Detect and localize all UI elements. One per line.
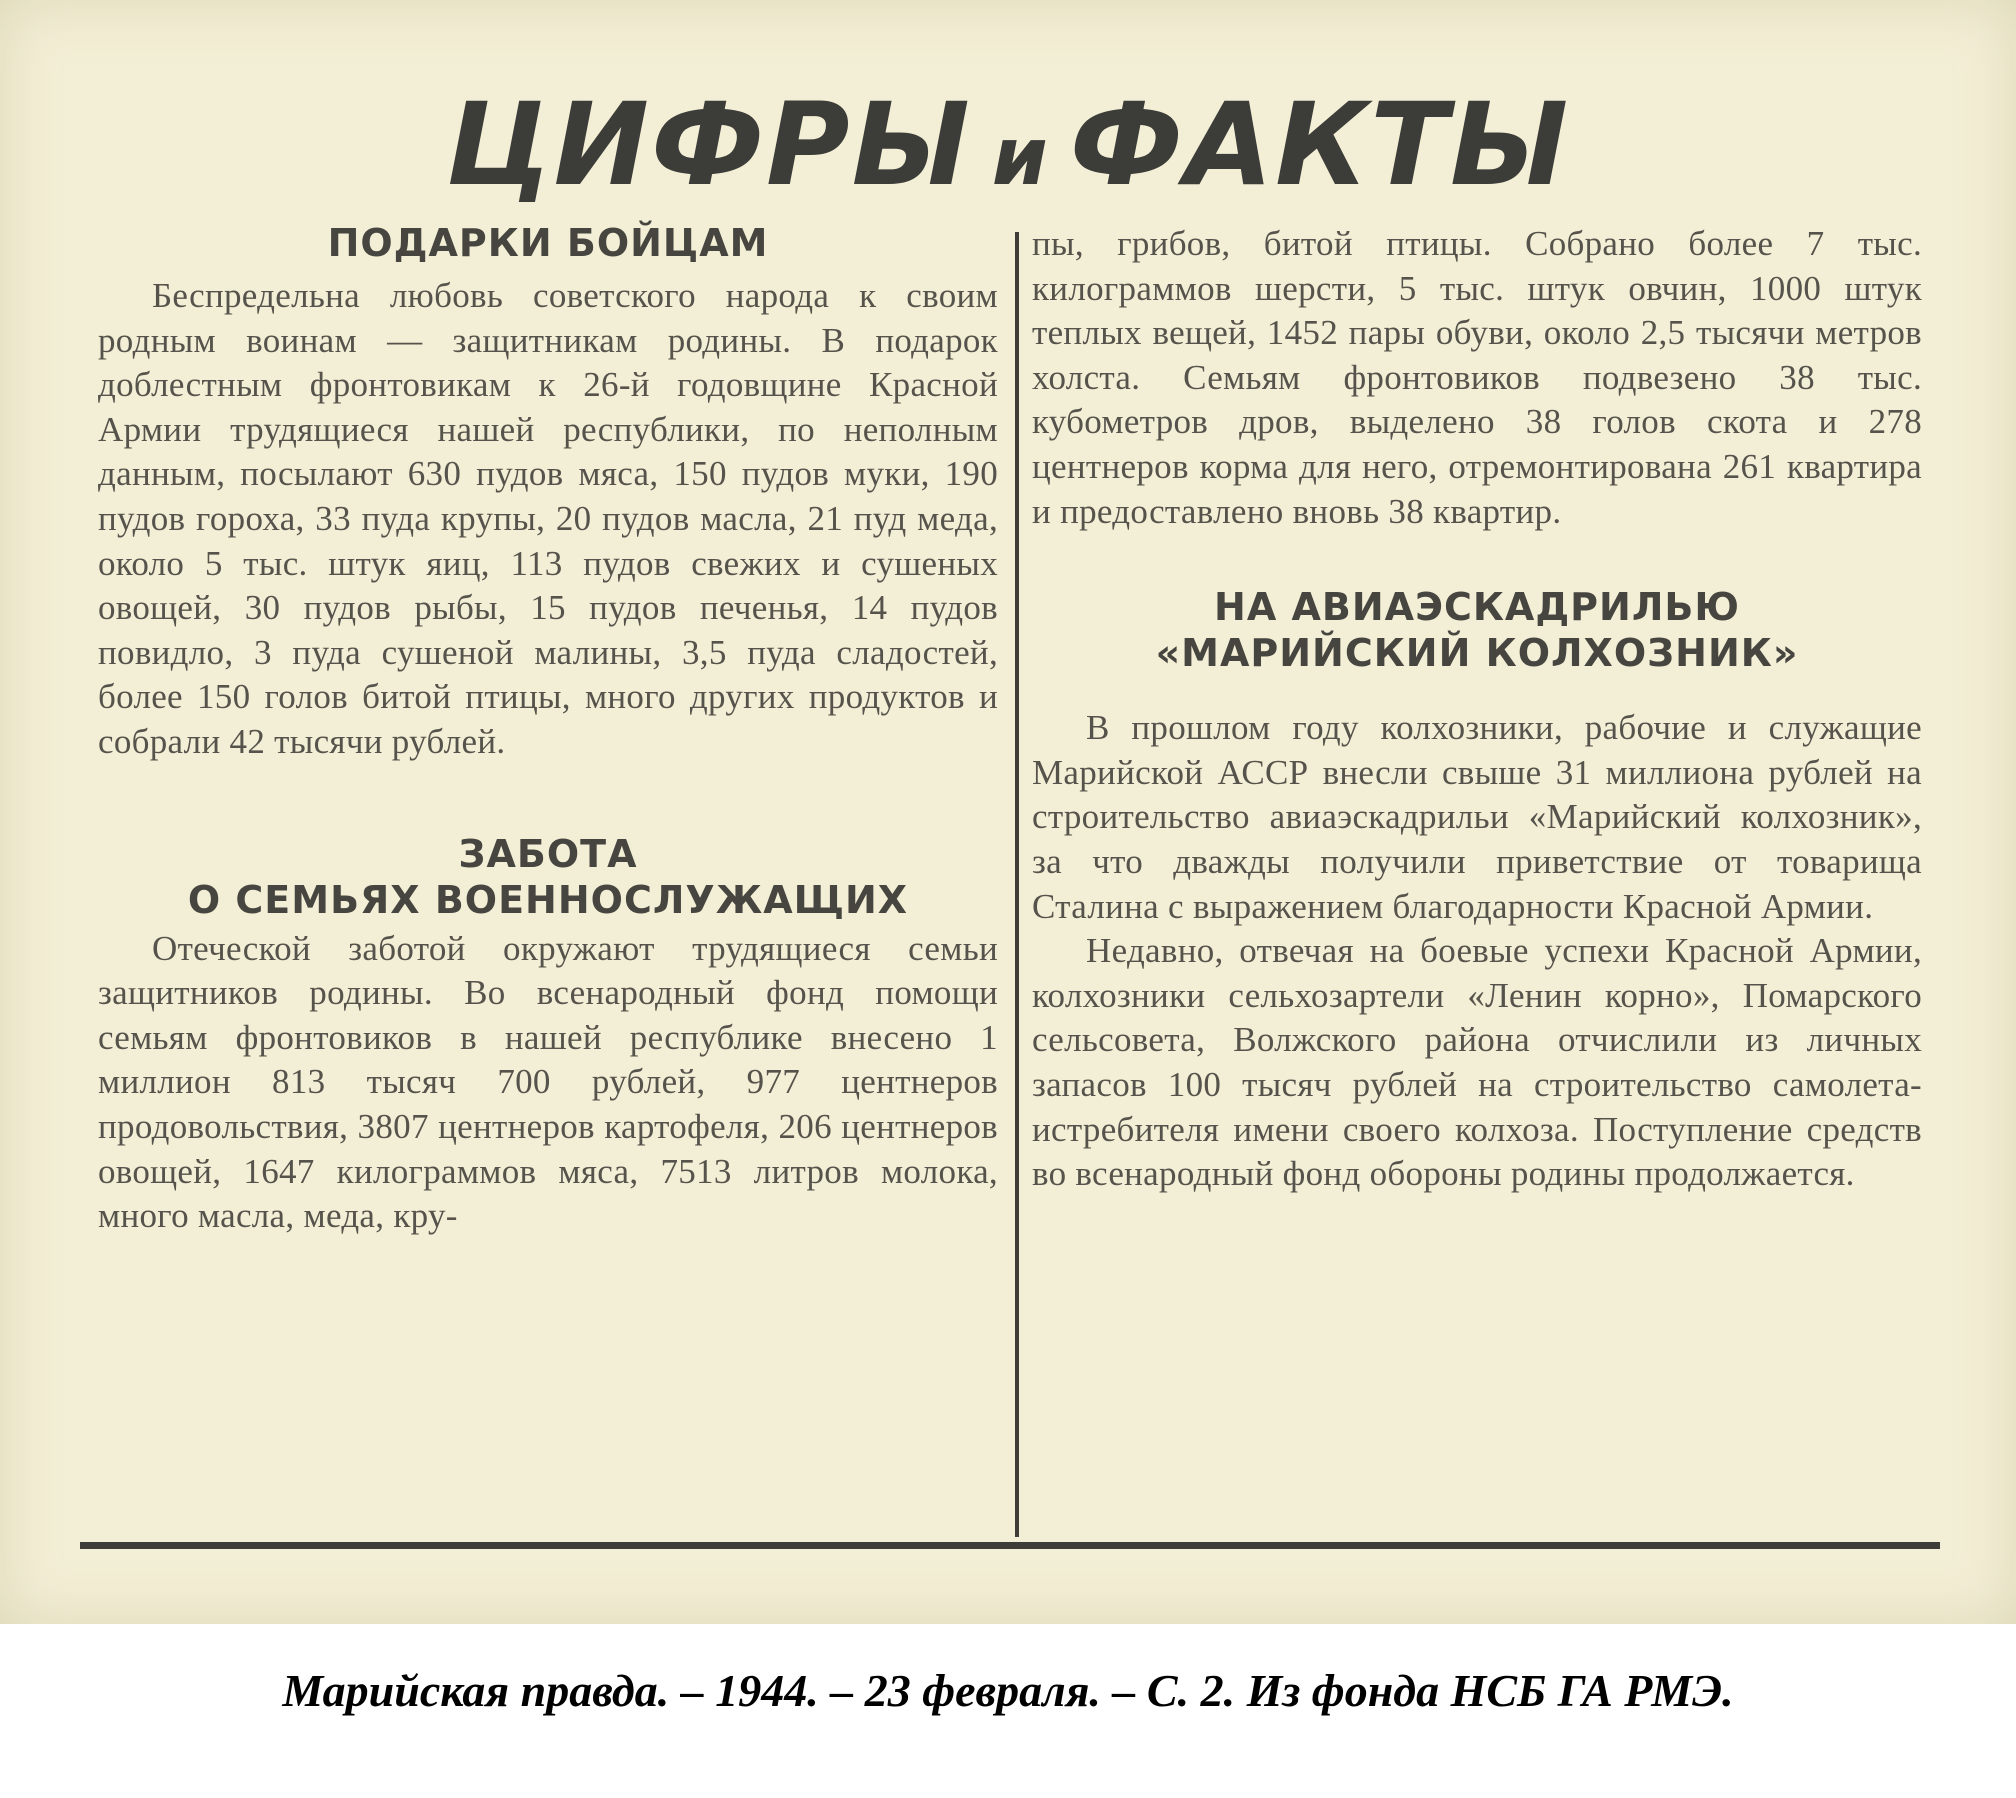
families-heading-line-2: О СЕМЬЯХ ВОЕННОСЛУЖАЩИХ (187, 877, 909, 922)
families-text-part-2: пы, грибов, битой птицы. Собрано более 7 тыс. килограммов шерсти, 5 тыс. штук овчин, 1000 штук теплых вещей, 1452 пары обуви, около 2,5 тысячи метров холста. Семьям фронтовиков подвезено 38 тыс. кубометров дров, выделено 38 голов скота и 278 центнеров корма для него, отремонтирована 261 квартира и предоставлено вновь 38 квартир. (1032, 224, 1922, 531)
title-part-1: ЦИФРЫ (445, 78, 972, 211)
source-caption: Марийская правда. – 1944. – 23 февраля. – С. 2. Из фонда НСБ ГА РМЭ. (282, 1665, 1734, 1716)
title-part-3: ФАКТЫ (1069, 78, 1571, 211)
gifts-text: Беспредельна любовь советского народа к своим родным воинам — защитникам родины. В подарок доблестным фронтовикам к 26-й годовщине Красной Армии трудящиеся нашей республики, по неполным данным, посылают 630 пудов мяса, 150 пудов муки, 190 пудов гороха, 33 пуда крупы, 20 пудов масла, 21 пуд меда, около 5 тыс. штук яиц, 113 пудов свежих и сушеных овощей, 30 пудов рыбы, 15 пудов печенья, 14 пудов повидло, 3 пуда сушеной малины, 3,5 пуда сладостей, более 150 голов битой птицы, много других продуктов и собрали 42 тысячи рублей. (98, 276, 998, 761)
gifts-heading: ПОДАРКИ БОЙЦАМ (327, 221, 769, 265)
squadron-paragraph-1: В прошлом году колхозники, рабочие и служащие Марийской АССР внесли свыше 31 миллиона рублей на строительство авиаэскадрильи «Марийский колхозник», за что дважды получили приветствие от товарища Сталина с выражением благодарности Красной Армии. (1032, 708, 1922, 926)
squadron-heading-line-1: НА АВИАЭСКАДРИЛЬЮ (1214, 585, 1740, 630)
column-divider (1015, 232, 1019, 1537)
bottom-rule (80, 1542, 1940, 1549)
families-text-part-1: Отеческой заботой окружают трудящиеся семьи защитников родины. Во всенародный фонд помощи семьям фронтовиков в нашей республике внесено 1 миллион 813 тысяч 700 рублей, 977 центнеров продовольствия, 3807 центнеров картофеля, 206 центнеров овощей, 1647 килограммов мяса, 7513 литров молока, много масла, меда, кру- (98, 928, 998, 1236)
left-column (98, 220, 998, 1239)
families-heading-line-1: ЗАБОТА (458, 831, 638, 876)
page-title (0, 78, 2016, 211)
right-column (1032, 222, 1922, 1197)
title-part-2: и (991, 110, 1050, 203)
squadron-paragraph-2: Недавно, отвечая на боевые успехи Красной Армии, колхозники сельхозартели «Ленин корно», Помарского сельсовета, Волжского района отчислили из личных запасов 100 тысяч рублей на строительство самолета-истребителя имени своего колхоза. Поступление средств во всенародный фонд обороны родины продолжается. (1032, 931, 1922, 1194)
squadron-heading-line-2: «МАРИЙСКИЙ КОЛХОЗНИК» (1155, 631, 1799, 676)
